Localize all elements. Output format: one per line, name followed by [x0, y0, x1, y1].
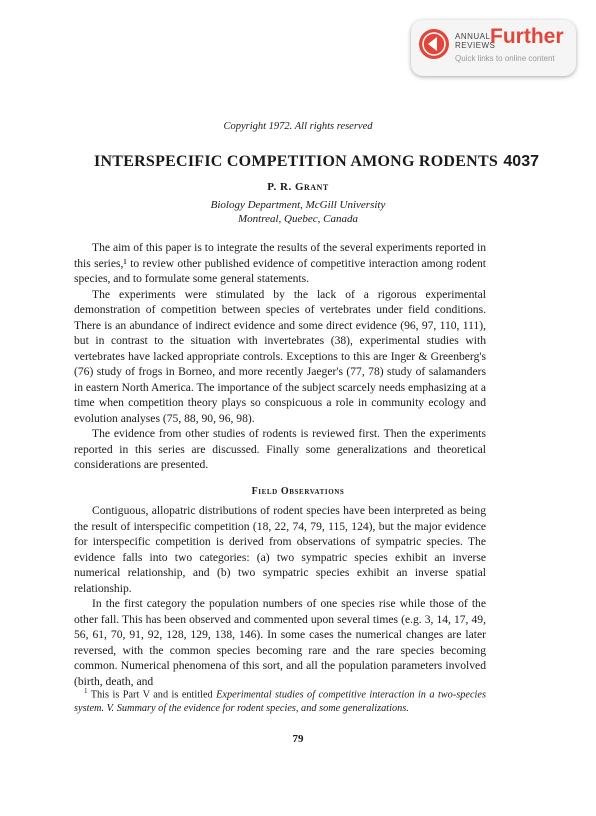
article-code: 4037 [503, 153, 539, 170]
affiliation-line-1: Biology Department, McGill University [210, 199, 386, 211]
badge-reviews-text: REVIEWS [455, 41, 496, 50]
footnote-text: This is Part V and is entitled [90, 689, 213, 701]
section-heading: Field Observations [251, 486, 345, 497]
author-name: P. R. Grant [267, 181, 329, 193]
footnote [74, 684, 486, 716]
title-row [94, 152, 539, 172]
play-back-icon [419, 29, 449, 59]
page-number: 79 [292, 733, 304, 745]
footnote-italic-text: Experimental studies of competitive interaction in a two-species system. V. Summary of the evidence for rodent species, and some generalizations. [74, 689, 486, 715]
badge-brand: Further [490, 25, 564, 48]
paragraph: The evidence from other studies of rodents is reviewed first. Then the experiments reported in this series are discussed. Finally some generalizations and theoretical considerations are presented. [74, 427, 486, 471]
section-text [74, 503, 486, 689]
affiliation-line-2: Montreal, Quebec, Canada [238, 213, 358, 225]
footnote-marker: 1 [84, 687, 88, 695]
paragraph: Contiguous, allopatric distributions of rodent species have been interpreted as being the result of interspecific competition (18, 22, 74, 79, 115, 124), but the major evidence for interspecific competition is derived from observations of sympatric species. The evidence falls into two categories: (a) two sympatric species exhibit an inverse numerical relationship, and (b) two sympatric species exhibit an inverse spatial relationship. [74, 504, 486, 595]
intro-text [74, 240, 486, 473]
badge-annual-text: ANNUAL [455, 32, 491, 41]
paragraph: The experiments were stimulated by the lack of a rigorous experimental demonstration of competition between species of vertebrates under field conditions. There is an abundance of indirect evidence and some direct evidence (96, 97, 110, 111), but in contrast to the situation with invertebrates (38), experimental studies with vertebrates have lacked appropriate controls. Exceptions to this are Inger & Greenberg's (76) study of frogs in Borneo, and more recently Jaeger's (77, 78) study of salamanders in eastern North America. The importance of the subject scarcely needs emphasizing at a time when competition theory plays so conspicuous a role in community ecology and evolution analyses (75, 88, 90, 96, 98). [74, 287, 486, 425]
badge-tagline: Quick links to online content [455, 54, 555, 63]
article-title: INTERSPECIFIC COMPETITION AMONG RODENTS [94, 153, 499, 170]
further-links-badge[interactable] [411, 20, 576, 76]
copyright-line: Copyright 1972. All rights reserved [223, 121, 373, 132]
paragraph: The aim of this paper is to integrate the results of the several experiments reported in this series,¹ to review other published evidence of competitive interaction among rodent species, and to formulate some general statements. [74, 241, 486, 285]
paragraph: In the first category the population numbers of one species rise while those of the other fall. This has been observed and commented upon several times (e.g. 3, 14, 17, 49, 56, 61, 70, 91, 92, 128, 129, 138, 146). In some cases the numerical changes are later reversed, with the common species becoming rare and the rare species becoming common. Numerical phenomena of this sort, and all the population parameters involved (birth, death, and [74, 597, 486, 688]
